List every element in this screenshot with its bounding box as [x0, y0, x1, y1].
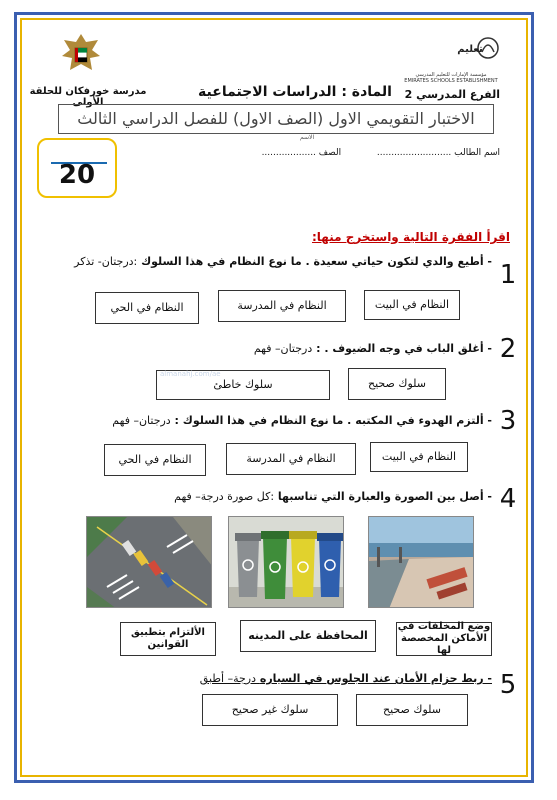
question-3-text [112, 414, 492, 427]
question-2-option-correct[interactable]: سلوك صحيح [348, 368, 446, 400]
ministry-name-en: EMIRATES SCHOOLS ESTABLISHMENT [404, 78, 498, 84]
question-1-prompt: - أطيع والدي لتكون حياتي سعيدة . ما نوع النظام في هذا السلوك [141, 255, 492, 268]
question-4-number: 4 [499, 484, 517, 514]
uae-emblem-icon [58, 30, 104, 82]
question-1-number: 1 [499, 260, 517, 290]
ministry-name-ar: مؤسسة الإمارات للتعليم المدرسي [415, 72, 487, 78]
question-2-marks: درجتان– فهم [253, 342, 313, 355]
waterfront-promenade-image[interactable] [368, 516, 474, 608]
name-small-label: الاسم [300, 134, 315, 141]
caption-law-compliance[interactable]: الألتزام بتطبيق القوانين [120, 622, 216, 656]
question-4-prompt: - أصل بين الصورة والعبارة التي تناسبها [277, 490, 492, 503]
branch-label: الفرع المدرسي 2 [404, 88, 500, 101]
question-5-option-wrong[interactable]: سلوك غير صحيح [202, 694, 338, 726]
question-5-number: 5 [499, 670, 517, 700]
question-1-option-home[interactable]: النظام في البيت [364, 290, 460, 320]
caption-city-preservation[interactable]: المحافظة على المدينه [240, 620, 376, 652]
question-2-text [170, 342, 492, 355]
question-2-option-wrong[interactable]: سلوك خاطئ [156, 370, 330, 400]
question-5-marks: درجة– أطبق [199, 672, 257, 685]
watermark: almanahj.com/ae [160, 370, 221, 378]
recycling-bins-image[interactable] [228, 516, 344, 608]
logo-word: تعليم [457, 44, 483, 55]
question-3-option-neighborhood[interactable]: النظام في الحي [104, 444, 206, 476]
total-score: 20 [58, 160, 96, 190]
question-2-number: 2 [499, 334, 517, 364]
student-name-field[interactable]: اسم الطالب .......................... [376, 148, 500, 158]
question-5-prompt: - ربط حزام الأمان عند الجلوس في السياره [259, 672, 492, 685]
question-3-option-school[interactable]: النظام في المدرسة [226, 443, 356, 475]
exam-title: الاختبار التقويمي الاول (الصف الاول) للفصل الدراسي الثالث [58, 104, 494, 134]
instruction-heading: اقرأ الفقرة التالية واستخرج منها: [312, 230, 510, 244]
school-name: مدرسة خورفكان للحلقة الأولى [29, 86, 147, 108]
question-4-marks: :كل صورة درجة– فهم [174, 490, 275, 503]
question-3-prompt: - ألتزم الهدوء في المكتبه . ما نوع النظام في هذا السلوك : [174, 414, 492, 427]
subject-label: المادة : الدراسات الاجتماعية [198, 84, 392, 100]
question-1-text [74, 255, 492, 268]
question-4-text [174, 490, 492, 503]
question-1-option-school[interactable]: النظام في المدرسة [218, 290, 346, 322]
question-3-option-home[interactable]: النظام في البيت [370, 442, 468, 472]
score-box [37, 138, 117, 198]
caption-waste-disposal[interactable]: وضع المخلفات في الأماكن المخصصة لها [397, 621, 491, 656]
question-3-marks: درجتان– فهم [112, 414, 171, 427]
question-1-marks: :درجتان- تذكر [74, 255, 138, 268]
ministry-logo [396, 30, 506, 90]
question-3-number: 3 [499, 406, 517, 436]
class-field[interactable]: الصف ................... [261, 148, 342, 158]
ministry-name [396, 72, 506, 84]
question-5-text [180, 672, 492, 685]
aerial-intersection-image[interactable] [86, 516, 212, 608]
question-5-option-correct[interactable]: سلوك صحيح [356, 694, 468, 726]
question-2-prompt: - أغلق الباب في وجه الضيوف . : [316, 342, 492, 355]
question-1-option-neighborhood[interactable]: النظام في الحي [95, 292, 199, 324]
student-info-row [180, 148, 500, 158]
